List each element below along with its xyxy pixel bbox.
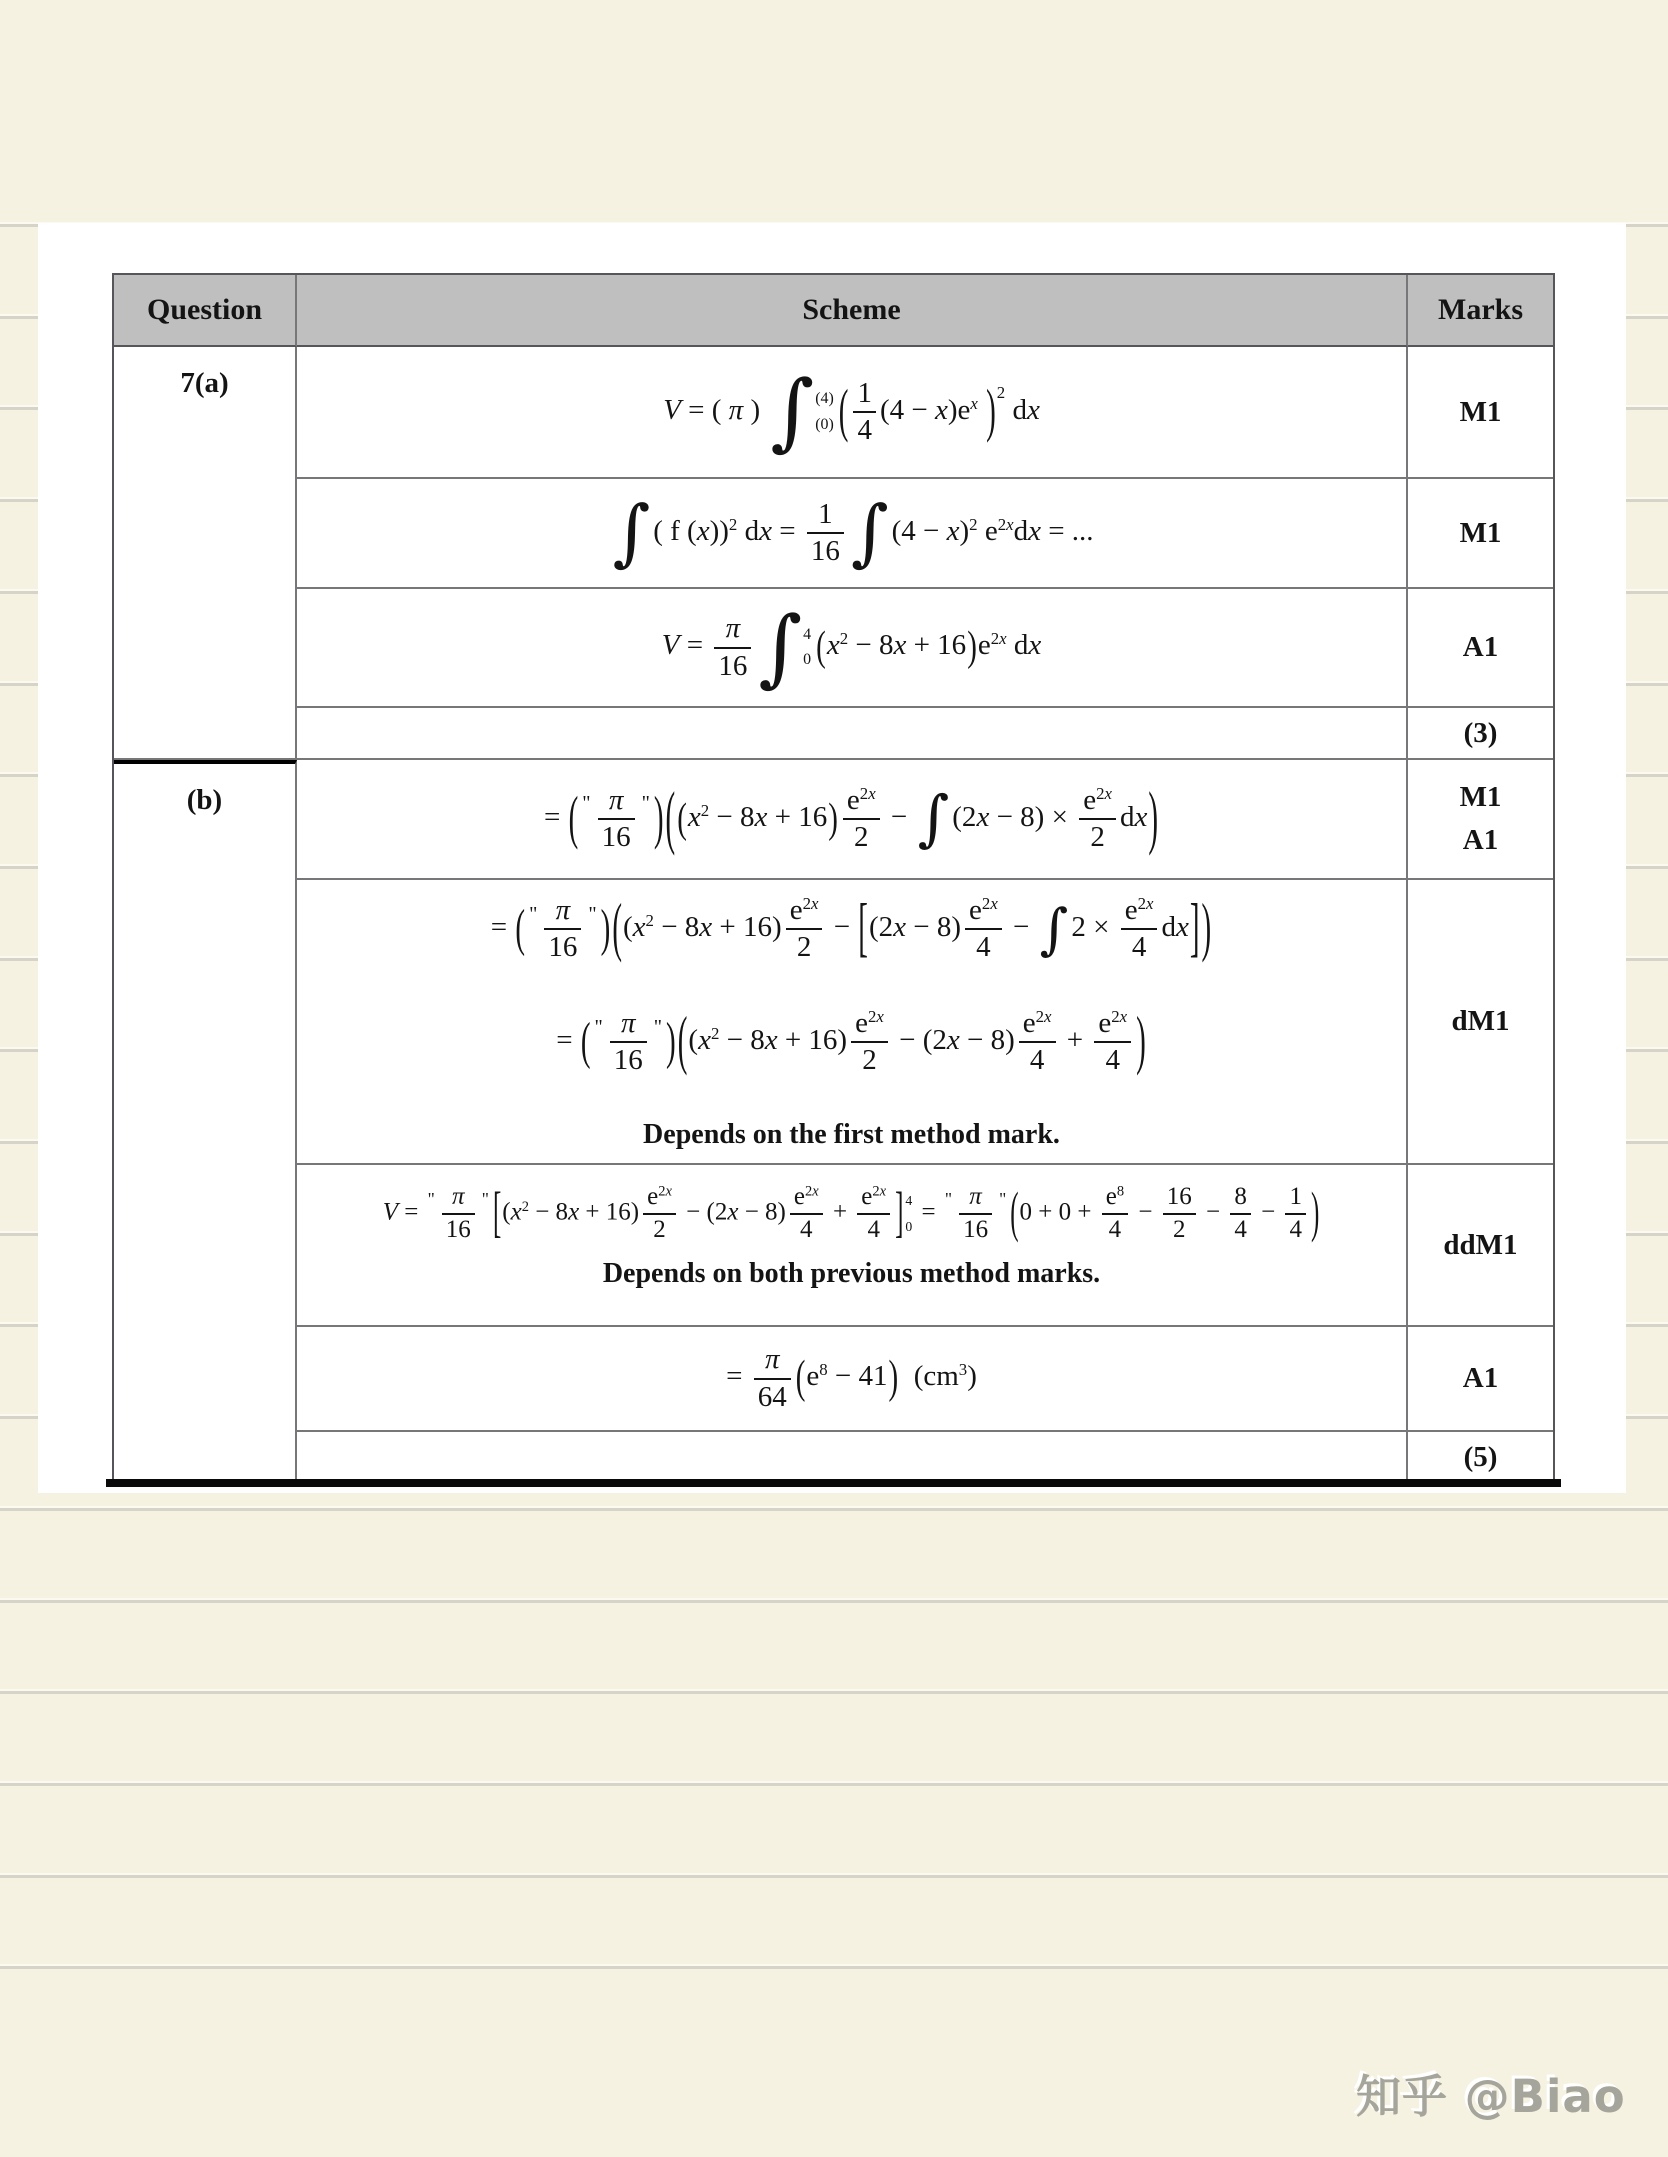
watermark: 知乎 @Biao [1356,2070,1626,2123]
mark-label: M1 [1459,395,1502,428]
header-cell-question: Question [114,275,297,347]
formula-parts-second-b: = ( " $\frac{\pi}{16}$ " )($(x^2 - 8x + 16)$ $\frac{e^{2x}}{2}$ − (2x − 8) $\frac{e^{2x}}{4}$ + $\frac{e^{2x}}{4}$ ) [556,1005,1146,1078]
scheme-row-first-parts [297,760,1408,880]
marks-cell-total-b [1408,1432,1553,1482]
scheme-row-empty-a [297,708,1408,760]
method-note-dm1: Depends on the first method mark. [643,1119,1060,1151]
header-cell-marks: Marks [1408,275,1553,347]
question-cell-b [114,760,297,1482]
marks-cell-a1-first [1408,589,1553,708]
question-cell-7a [114,347,297,760]
mark-scheme-table [112,273,1555,1484]
scheme-row-second-parts [297,880,1408,1165]
scheme-row-volume-integral [297,347,1408,479]
scheme-row-empty-b [297,1432,1408,1482]
question-label-7a: 7(a) [180,367,229,399]
formula-parts-first: = ( " $\frac{\pi}{16}$ " )($(x^2 - 8x + 16)$ $\frac{e^{2x}}{2}$ − ∫ (2x − 8) × $\frac{e^{2x}}{2}$ dx) [544,778,1158,857]
mark-label: (3) [1463,716,1498,749]
ruled-line [0,1781,1668,1786]
marks-cell-total-a [1408,708,1553,760]
marks-cell-m1-first [1408,347,1553,479]
scheme-row-evaluation [297,1165,1408,1327]
formula-parts-second-a: = ( " $\frac{\pi}{16}$ " )($(x^2 - 8x + 16)$ $\frac{e^{2x}}{2}$ − [(2x − 8) $\frac{e^{2x}}{4}$ − ∫ 2 × $\frac{e^{2x}}{4}$ dx]) [490,892,1212,965]
scheme-row-final-answer [297,1327,1408,1432]
scheme-row-fx-squared [297,479,1408,589]
marks-cell-m1a1 [1408,760,1553,880]
formula-fx-squared: ∫ ( f (x))$^2$ dx = $\frac{1}{16}$ ∫ $(4 - x)^2$ $e^{2x}dx$ = ... [612,491,1094,575]
scheme-row-expanded-integral [297,589,1408,708]
marks-cell-dm1 [1408,880,1553,1165]
mark-label: A1 [1462,824,1499,856]
table-bottom-rule [106,1479,1561,1487]
mark-label: A1 [1462,1362,1499,1394]
marks-cell-ddm1 [1408,1165,1553,1327]
formula-evaluation: V = " $\frac{\pi}{16}$ " [$(x^2 - 8x + 16)$ $\frac{e^{2x}}{2}$ − (2x − 8) $\frac{e^{2x}}{4}$ + $\frac{e^{2x}}{4}$ ] 4 0 = " $\frac{\pi}{16}$ " (0 + 0 + $\frac{e^8}{4}$ − $\frac{16}{2}$ − $\frac{8}{4}$ − $\frac{1}{4}$ ) [382,1183,1320,1245]
method-note-ddm1: Depends on both previous method marks. [602,1257,1101,1289]
mark-label: ddM1 [1443,1228,1518,1261]
formula-expanded-integral: V = $\frac{\pi}{16}$ ∫ 4 0 $(x^2 - 8x + 16)e^{2x}$ dx [661,597,1042,696]
header-cell-scheme: Scheme [297,275,1408,347]
mark-label: M1 [1459,781,1502,813]
ruled-line [0,1873,1668,1878]
marks-cell-a1-final [1408,1327,1553,1432]
ruled-line [0,1689,1668,1694]
mark-label: M1 [1459,516,1502,549]
formula-final-answer: = $\frac{\pi}{64}$ $(e^8 - 41)$ $(cm^3)$ [726,1343,977,1413]
marks-cell-m1-second [1408,479,1553,589]
ruled-line [0,1506,1668,1511]
mark-label: (5) [1463,1440,1498,1473]
formula-volume-setup: V = ( π ) ∫ (4) (0) ( $\frac{1}{4}$ $(4 - x)e^x$ )$^2$ dx [663,362,1040,461]
mark-label: dM1 [1451,1005,1510,1037]
mark-label: A1 [1462,631,1499,663]
question-label-b: (b) [186,784,223,816]
ruled-line [0,1964,1668,1969]
ruled-line [0,1598,1668,1603]
